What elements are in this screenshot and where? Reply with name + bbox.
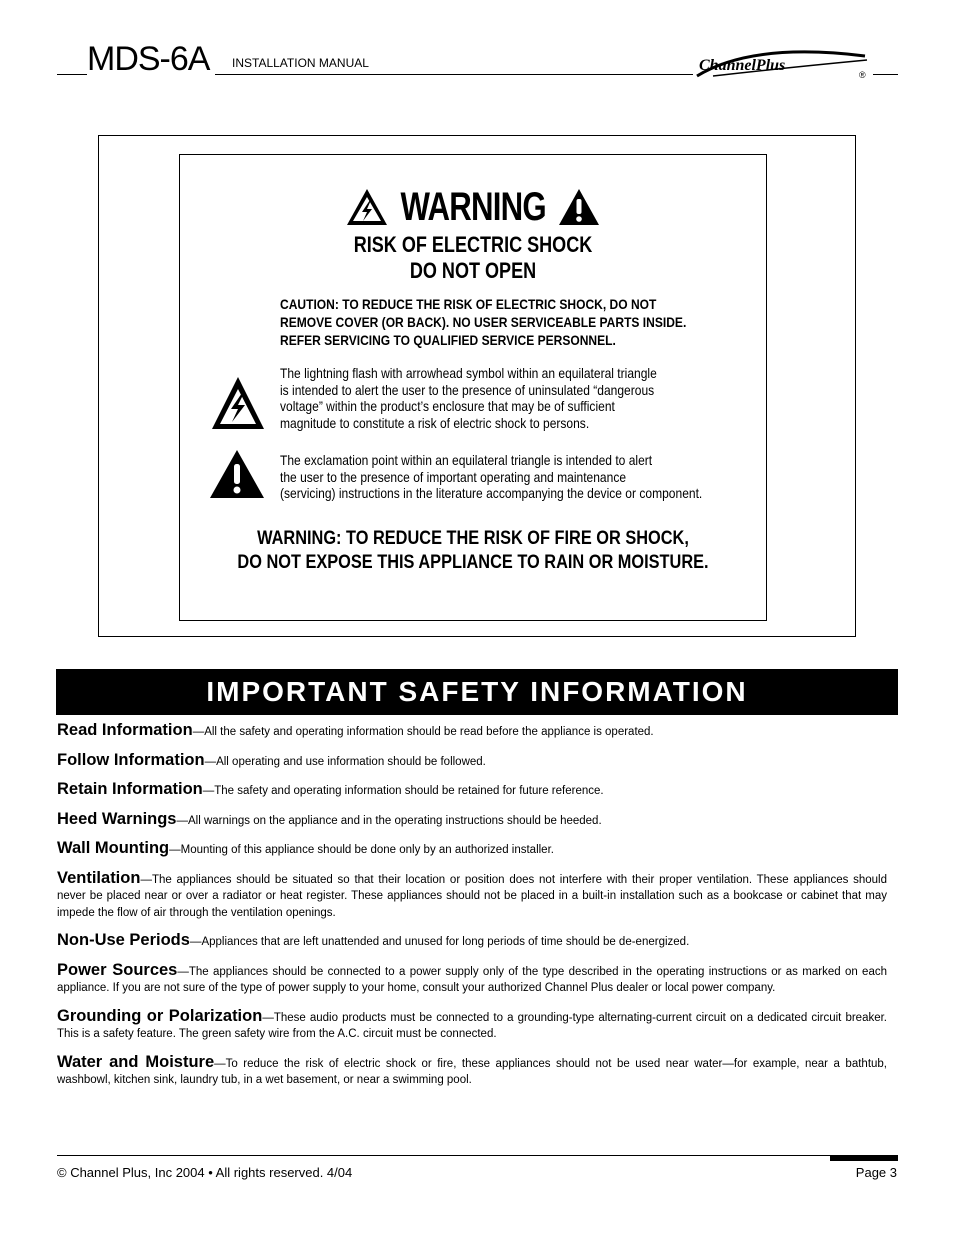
exclamation-triangle-icon [208, 448, 266, 500]
safety-item-text: —To reduce the risk of electric shock or fire, these appliances should not be used near water—for example, near a bathtub, washbowl, kitchen sink, laundry tub, in a wet basement, or near a swimming pool. [57, 1057, 887, 1086]
text-line: magnitude to constitute a risk of electric shock to persons. [280, 414, 590, 431]
channel-plus-logo [693, 46, 873, 80]
safety-item [57, 870, 887, 922]
caution-text [280, 295, 687, 349]
safety-item-heading: Read Information [57, 721, 193, 739]
footer-page-marker [830, 1155, 898, 1161]
do-not-open-line: DO NOT OPEN [409, 258, 537, 283]
safety-items [57, 722, 887, 1100]
footer-rule [57, 1155, 898, 1156]
lightning-triangle-icon [210, 375, 266, 431]
safety-item-text: —Mounting of this appliance should be done only by an authorized installer. [169, 844, 554, 856]
exclamation-warning-icon [557, 187, 601, 227]
caution-line: REMOVE COVER (OR BACK). NO USER SERVICEABLE PARTS INSIDE. [280, 314, 687, 330]
warning-frame [98, 135, 856, 637]
safety-item-text: —These audio products must be connected to a grounding-type alternating-current circuit on a dedicated circuit breaker. This is a safety feature. The green safety wire from the A.C. circuit must be connected. [57, 1011, 888, 1040]
text-line: The exclamation point within an equilateral triangle is intended to alert [280, 452, 653, 468]
risk-of-shock-line: RISK OF ELECTRIC SHOCK [353, 232, 593, 257]
text-line: The lightning flash with arrowhead symbol within an equilateral triangle [280, 365, 657, 381]
page-header [57, 40, 898, 80]
page-number: Page 3 [855, 1165, 897, 1180]
safety-item-text: —The appliances should be situated so that their location or position does not interfere with their proper ventilation. These appliances should never be placed near or over a radiator or heat register. These appliances should not be placed in a built-in installation such as a bookcase or cabinet that may impede the flow of air through the ventilation openings. [57, 873, 887, 919]
caution-line: CAUTION: TO REDUCE THE RISK OF ELECTRIC SHOCK, DO NOT [280, 296, 657, 312]
safety-item [57, 811, 887, 830]
text-line: is intended to alert the user to the presence of uninsulated “dangerous [280, 381, 655, 398]
logo-text: ChannelPlus [699, 57, 786, 74]
warning-title-row [180, 185, 766, 231]
safety-item-heading: Retain Information [57, 780, 203, 798]
lightning-explanation-text [280, 365, 657, 431]
fire-warning-line-1: WARNING: TO REDUCE THE RISK OF FIRE OR SHOCK, [257, 528, 689, 549]
safety-item [57, 722, 887, 741]
safety-item-heading: Heed Warnings [57, 809, 177, 828]
text-line: voltage” within the product’s enclosure that may be of sufficient [280, 398, 615, 414]
manual-type: INSTALLATION MANUAL [232, 56, 373, 70]
warning-title: WARNING [400, 185, 546, 229]
caution-line: REFER SERVICING TO QUALIFIED SERVICE PERSONNEL. [280, 332, 616, 348]
safety-item-heading: Water and Moisture [57, 1052, 215, 1071]
safety-item-heading: Power Sources [57, 960, 178, 979]
safety-item-heading: Follow Information [57, 750, 205, 769]
safety-item-text: —Appliances that are left unattended and unused for long periods of time should be de-energized. [189, 936, 690, 948]
safety-item-text: —The appliances should be connected to a power supply only of the type described in the operating instructions or as marked on each appliance. If you are not sure of the type of power supply to your home, consult your authorized Channel Plus dealer or local power company. [57, 965, 887, 994]
safety-item [57, 962, 887, 997]
copyright-notice: © Channel Plus, Inc 2004 • All rights reserved. 4/04 [57, 1165, 353, 1180]
safety-item-heading: Wall Mounting [57, 839, 170, 857]
safety-item [57, 840, 887, 859]
safety-item [57, 781, 887, 800]
safety-item-heading: Non-Use Periods [57, 931, 190, 949]
safety-item-text: —The safety and operating information should be retained for future reference. [202, 785, 604, 797]
safety-item-heading: Grounding or Polarization [57, 1006, 263, 1025]
safety-banner: IMPORTANT SAFETY INFORMATION [56, 669, 898, 715]
warning-label [179, 154, 767, 621]
lightning-warning-icon [345, 187, 389, 227]
exclamation-explanation-text [280, 452, 702, 502]
text-line: (servicing) instructions in the literature accompanying the device or component. [280, 485, 703, 501]
safety-item [57, 1054, 887, 1089]
model-name: MDS-6A [87, 42, 215, 76]
safety-item-text: —All the safety and operating information should be read before the appliance is operated. [192, 726, 654, 738]
safety-item-text: —All operating and use information should be followed. [204, 755, 486, 768]
safety-item [57, 752, 887, 771]
fire-warning-line-2: DO NOT EXPOSE THIS APPLIANCE TO RAIN OR MOISTURE. [237, 552, 709, 573]
safety-item [57, 932, 887, 951]
logo-registered-mark: ® [859, 70, 866, 80]
safety-item-heading: Ventilation [57, 868, 141, 887]
text-line: the user to the presence of important operating and maintenance [280, 468, 627, 485]
safety-item [57, 1008, 887, 1043]
safety-item-text: —All warnings on the appliance and in the operating instructions should be heeded. [176, 814, 602, 827]
